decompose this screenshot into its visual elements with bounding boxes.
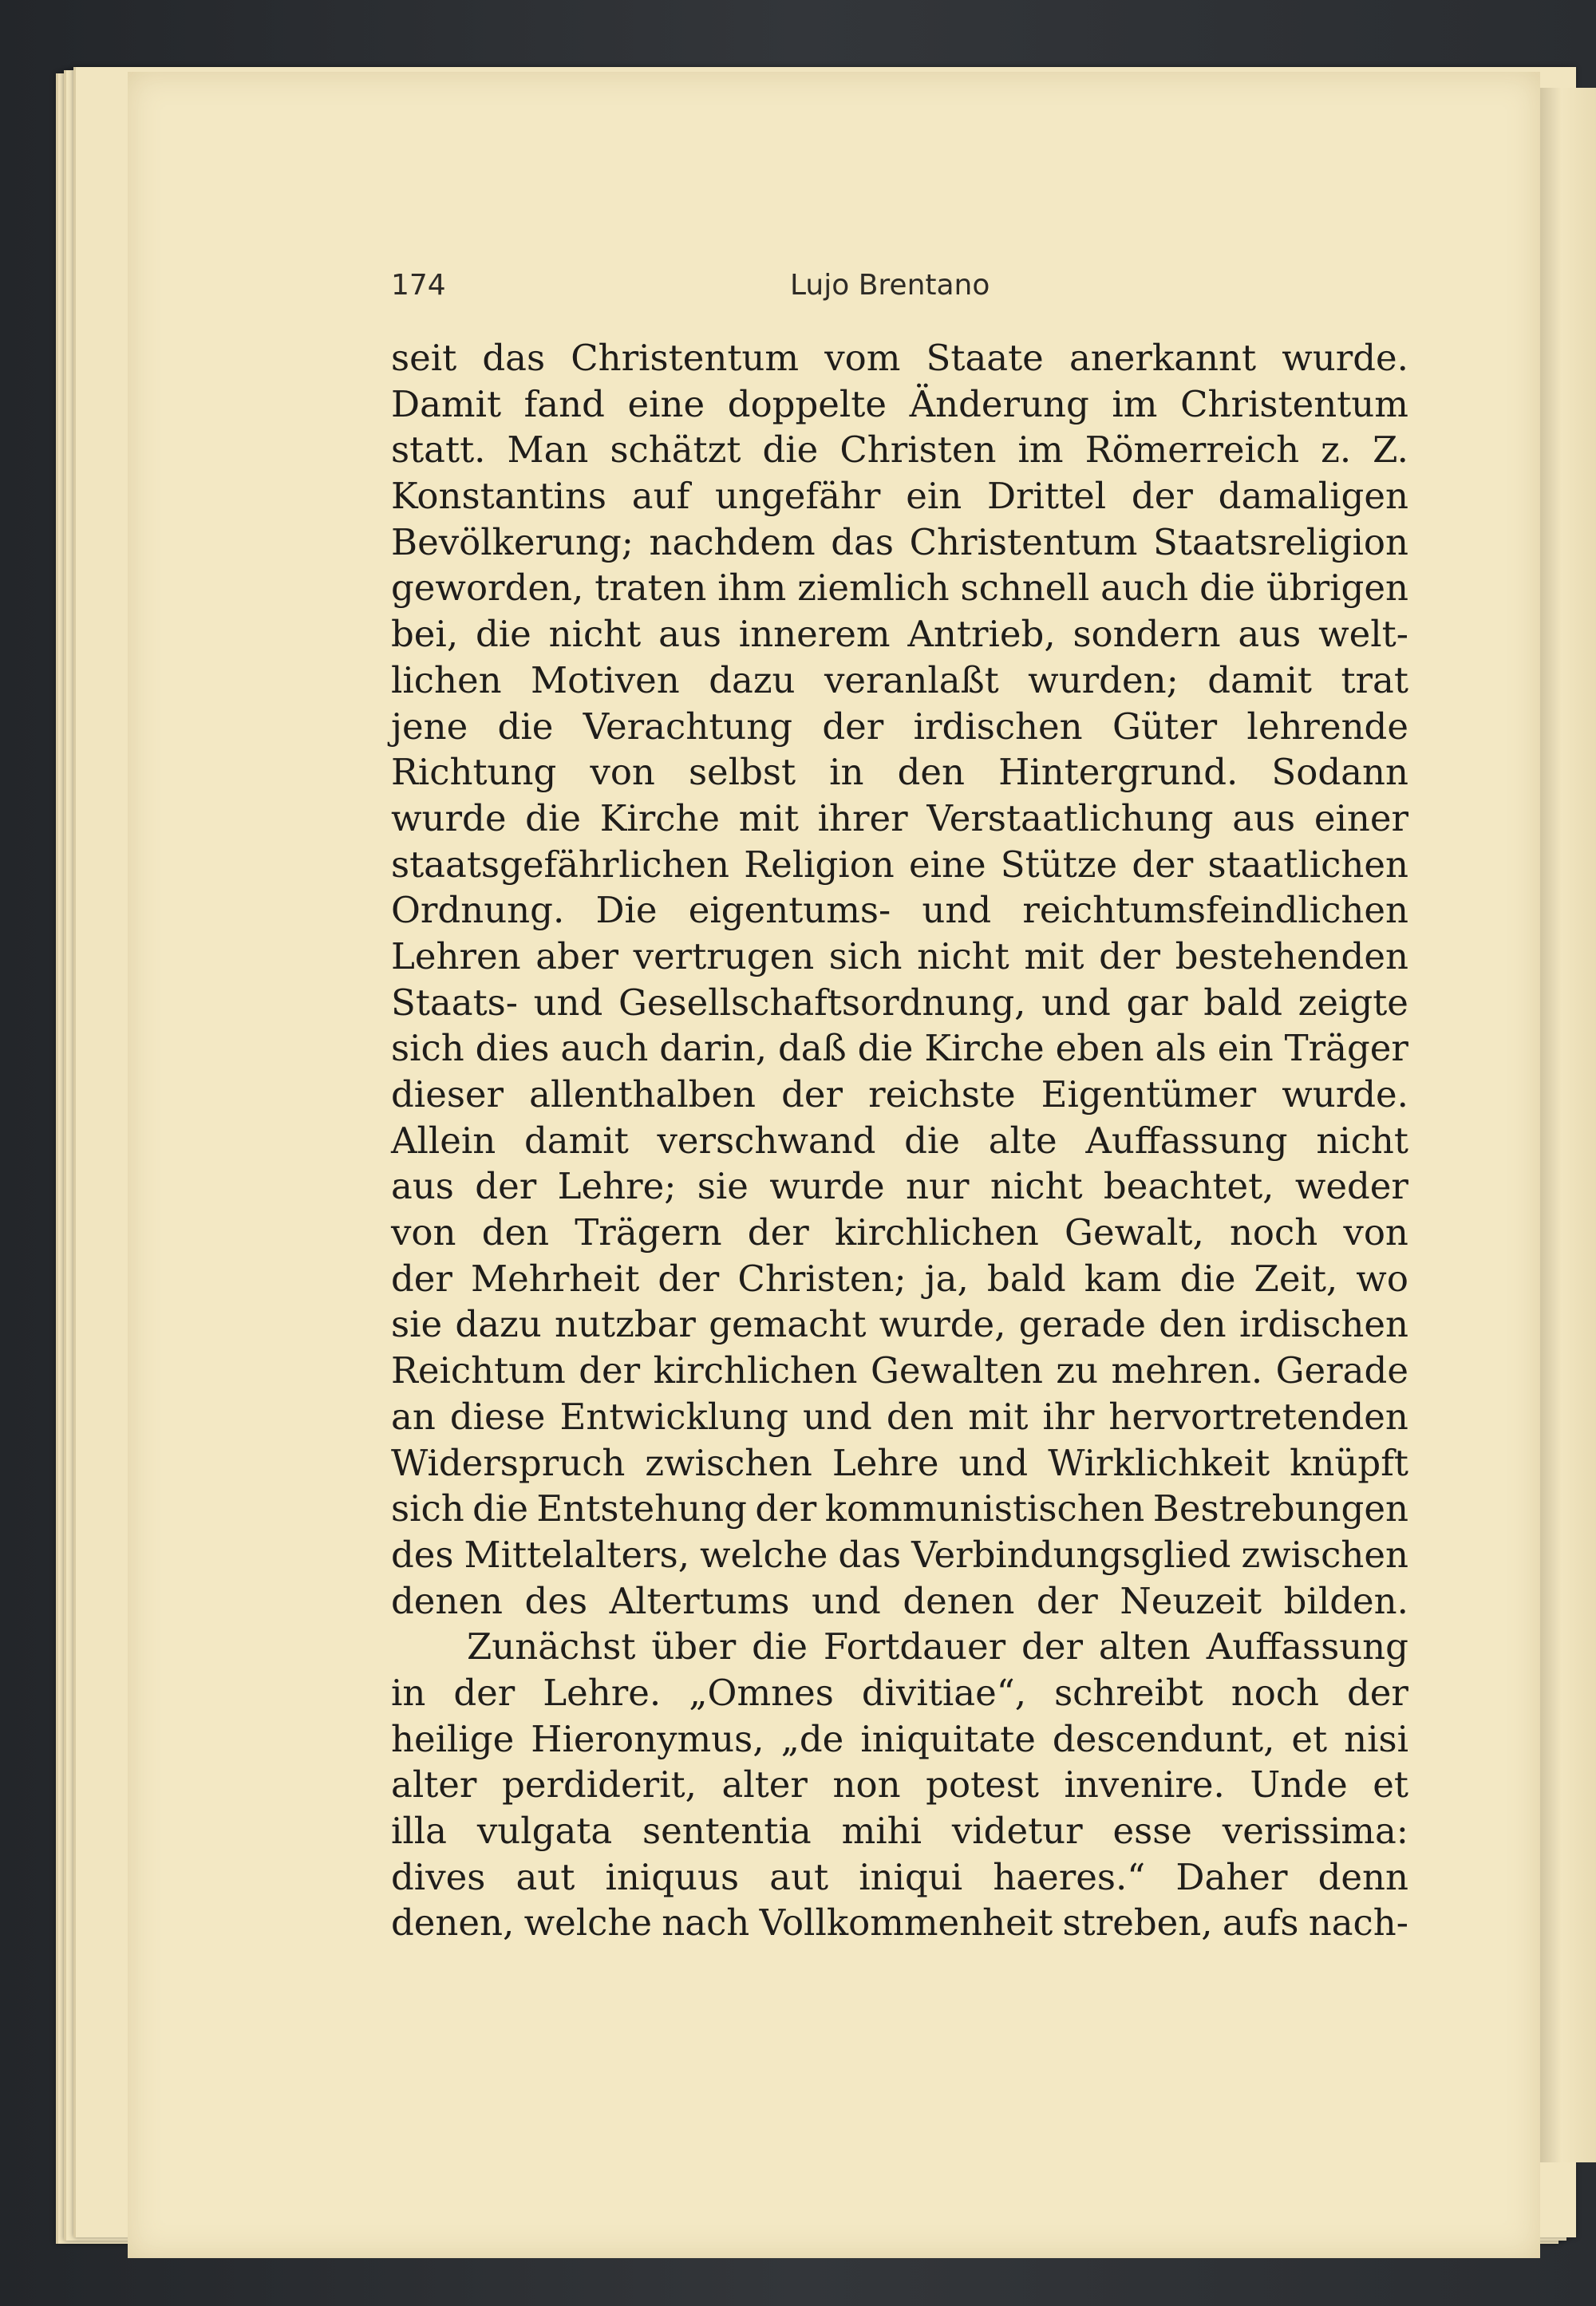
word: Daher	[1175, 1855, 1288, 1898]
word: nicht	[990, 1165, 1083, 1208]
word: geworden,	[391, 567, 584, 610]
word: Gewalten	[870, 1349, 1043, 1392]
word: schätzt	[610, 428, 741, 472]
word: traten	[595, 567, 707, 610]
word: Neuzeit	[1120, 1579, 1262, 1622]
word: die	[752, 1625, 808, 1668]
text-line	[391, 749, 1408, 796]
word: Christen	[839, 428, 997, 472]
word: eine	[908, 843, 986, 886]
word: von	[590, 751, 655, 794]
text-line	[391, 565, 1408, 611]
word: alte	[988, 1119, 1057, 1162]
word: Staatsreligion	[1153, 520, 1408, 563]
word: vertrugen	[633, 934, 815, 977]
word: nur	[906, 1165, 970, 1208]
word: der	[453, 1671, 516, 1714]
word: z.	[1321, 428, 1352, 472]
word: Allein	[391, 1119, 496, 1162]
word: videtur	[951, 1810, 1083, 1852]
word: kommunistischen	[824, 1487, 1145, 1530]
word: Altertums	[609, 1579, 790, 1622]
text-line	[391, 611, 1408, 657]
word: von	[1343, 1211, 1408, 1254]
word: Kirche	[599, 796, 721, 839]
word: Lehre.	[543, 1671, 662, 1714]
word: iniquitate	[860, 1717, 1036, 1760]
word: bilden.	[1283, 1579, 1408, 1622]
word: nach	[662, 1901, 750, 1945]
word: nachdem	[649, 520, 816, 563]
text-line	[391, 980, 1408, 1026]
text-line	[391, 1301, 1408, 1348]
word: seit	[391, 337, 457, 379]
text-line	[391, 1118, 1408, 1164]
word: aufs	[1222, 1901, 1299, 1945]
word: nicht	[917, 934, 1009, 977]
text-line	[391, 934, 1408, 980]
word: die	[857, 1027, 914, 1070]
word: dies	[475, 1027, 550, 1070]
word: nutzbar	[555, 1303, 696, 1346]
word: wurde,	[879, 1303, 1006, 1346]
word: zwischen	[645, 1441, 812, 1484]
word: die	[472, 1487, 528, 1530]
word: ungefähr	[715, 475, 881, 518]
word: verschwand	[657, 1119, 876, 1162]
word: Lehre	[832, 1441, 939, 1484]
text-line	[391, 1163, 1408, 1210]
word: ihrer	[817, 796, 908, 839]
word: anerkannt	[1069, 337, 1257, 379]
text-line	[391, 1440, 1408, 1487]
text-line	[391, 1854, 1408, 1901]
word: Drittel	[986, 475, 1107, 518]
word: aus	[1238, 613, 1302, 656]
word: allenthalben	[529, 1073, 757, 1115]
word: Kirche	[924, 1027, 1045, 1070]
word: und	[1041, 981, 1111, 1024]
word: in	[391, 1671, 426, 1714]
word: alter	[721, 1763, 808, 1806]
word: „Omnes	[689, 1671, 834, 1714]
word: ein	[906, 475, 962, 518]
word: Unde	[1250, 1763, 1348, 1806]
word: über	[651, 1625, 737, 1668]
word: den	[1159, 1303, 1227, 1346]
word: an	[391, 1395, 436, 1438]
word: lichen	[391, 658, 502, 701]
word: wo	[1356, 1257, 1408, 1300]
word: hervortretenden	[1108, 1395, 1408, 1438]
word: reichtumsfeindlichen	[1022, 889, 1408, 932]
body-text	[391, 335, 1408, 1946]
word: der	[475, 1165, 537, 1208]
word: Konstantins	[391, 475, 607, 518]
word: Hintergrund.	[998, 751, 1238, 794]
word: Sodann	[1271, 751, 1408, 794]
text-line	[391, 1394, 1408, 1440]
word: alten	[1098, 1625, 1191, 1668]
word: der	[1347, 1671, 1408, 1714]
word: Damit	[391, 382, 502, 425]
word: schreibt	[1054, 1671, 1203, 1714]
text-line	[391, 1072, 1408, 1118]
word: der	[1099, 934, 1161, 977]
word: denen	[903, 1579, 1015, 1622]
word: potest	[926, 1763, 1039, 1806]
word: Lehren	[391, 934, 521, 977]
word: aus	[1232, 796, 1296, 839]
word: Verstaatlichung	[926, 796, 1214, 839]
word: und	[958, 1441, 1029, 1484]
word: aut	[516, 1855, 575, 1898]
word: das	[482, 337, 546, 379]
text-line	[391, 1762, 1408, 1808]
word: den	[897, 751, 966, 794]
word: kam	[1084, 1257, 1162, 1300]
word: denen	[391, 1579, 504, 1622]
word: bei,	[391, 613, 459, 656]
word: die	[1179, 1257, 1236, 1300]
word: Bevölkerung;	[391, 520, 634, 563]
word: das	[831, 520, 894, 563]
word: Fortdauer	[823, 1625, 1006, 1668]
text-line	[391, 1025, 1408, 1072]
word: Verbindungsglied	[911, 1533, 1231, 1576]
word: innerem	[738, 613, 891, 656]
word: Zunächst	[467, 1625, 636, 1668]
word: streben,	[1062, 1901, 1213, 1945]
word: damit	[1207, 658, 1312, 701]
word: übrigen	[1266, 567, 1408, 610]
word: noch	[1229, 1211, 1318, 1254]
word: staatlichen	[1207, 843, 1408, 886]
word: denn	[1317, 1855, 1408, 1898]
word: die	[525, 796, 581, 839]
word: Wirklichkeit	[1048, 1441, 1270, 1484]
word: jene	[391, 705, 468, 748]
word: Lehre;	[557, 1165, 677, 1208]
word: sie	[391, 1303, 443, 1346]
word: Güter	[1112, 705, 1218, 748]
word: non	[832, 1763, 901, 1806]
word: ihm	[717, 567, 787, 610]
word: Auffassung	[1206, 1625, 1408, 1668]
word: ihr	[1042, 1395, 1095, 1438]
word: ein	[1217, 1027, 1274, 1070]
word: im	[1017, 428, 1064, 472]
word: den	[886, 1395, 954, 1438]
word: der	[391, 1257, 452, 1300]
word: des	[391, 1533, 454, 1576]
word: Ordnung.	[391, 889, 565, 932]
word: Christentum	[1180, 382, 1408, 425]
word: der	[747, 1211, 809, 1254]
word: Mittelalters,	[464, 1533, 690, 1576]
word: die	[904, 1119, 961, 1162]
word: ziemlich	[797, 567, 950, 610]
word: darin,	[659, 1027, 768, 1070]
word: Entwicklung	[559, 1395, 788, 1438]
word: schnell	[960, 567, 1090, 610]
word: mihi	[841, 1810, 922, 1852]
word: perdiderit,	[502, 1763, 697, 1806]
word: Stütze	[1000, 843, 1118, 886]
word: heilige	[391, 1717, 515, 1760]
word: Antrieb,	[907, 613, 1056, 656]
word: welche	[523, 1901, 652, 1945]
word: Römerreich	[1084, 428, 1300, 472]
word: doppelte	[727, 382, 887, 425]
word: gar	[1126, 981, 1188, 1024]
word: wurde.	[1282, 337, 1408, 379]
word: aut	[769, 1855, 829, 1898]
word: den	[481, 1211, 550, 1254]
word: dives	[391, 1855, 486, 1898]
word: Man	[507, 428, 589, 472]
word: zwischen	[1241, 1533, 1408, 1576]
word: descendunt,	[1052, 1717, 1275, 1760]
text-line	[391, 1578, 1408, 1625]
word: Staats-	[391, 981, 518, 1024]
word: irdischen	[1238, 1303, 1408, 1346]
word: Verachtung	[583, 705, 793, 748]
word: von	[391, 1211, 456, 1254]
word: Widerspruch	[391, 1441, 626, 1484]
word: Mehrheit	[471, 1257, 640, 1300]
word: mit	[738, 796, 799, 839]
word: wurden;	[1028, 658, 1179, 701]
text-line	[391, 887, 1408, 934]
word: der	[1132, 843, 1194, 886]
word: nicht	[1316, 1119, 1408, 1162]
word: irdischen	[913, 705, 1083, 748]
text-line	[391, 1624, 1408, 1670]
word: dieser	[391, 1073, 504, 1115]
text-line	[391, 796, 1408, 842]
word: die	[497, 705, 554, 748]
word: welche	[700, 1533, 828, 1576]
word: gerade	[1018, 1303, 1146, 1346]
word: Reichtum	[391, 1349, 566, 1392]
word: veranlaßt	[824, 658, 999, 701]
word: damit	[524, 1119, 629, 1162]
word: in	[829, 751, 864, 794]
word: selbst	[688, 751, 796, 794]
word: illa	[391, 1810, 448, 1852]
word: „de	[780, 1717, 844, 1760]
word: wurde.	[1282, 1073, 1408, 1115]
word: der	[579, 1349, 641, 1392]
text-line	[391, 1716, 1408, 1763]
word: denen,	[391, 1901, 515, 1945]
word: staatsgefährlichen	[391, 843, 730, 886]
word: divitiae“,	[861, 1671, 1027, 1714]
word: der	[822, 705, 884, 748]
text-line	[391, 1532, 1408, 1578]
word: die	[1199, 567, 1255, 610]
text-line	[391, 381, 1408, 428]
word: daß	[778, 1027, 847, 1070]
text-line	[391, 704, 1408, 750]
text-line	[391, 1900, 1408, 1946]
word: mit	[1024, 934, 1084, 977]
opposite-page-edge	[1539, 88, 1596, 2162]
text-line	[391, 842, 1408, 888]
word: sich	[828, 934, 903, 977]
text-line	[391, 1486, 1408, 1532]
word: noch	[1231, 1671, 1320, 1714]
word: die	[762, 428, 819, 472]
word: dazu	[455, 1303, 542, 1346]
text-line	[391, 519, 1408, 566]
word: esse	[1112, 1810, 1192, 1852]
word: die	[475, 613, 531, 656]
word: des	[524, 1579, 588, 1622]
text-line	[391, 335, 1408, 381]
word: das	[838, 1533, 902, 1576]
word: einer	[1314, 796, 1408, 839]
word: Religion	[744, 843, 895, 886]
word: der	[658, 1257, 720, 1300]
word: Hieronymus,	[531, 1717, 764, 1760]
word: weder	[1294, 1165, 1408, 1208]
word: bald	[1203, 981, 1283, 1024]
word: Richtung	[391, 751, 557, 794]
word: alter	[391, 1763, 477, 1806]
word: welt-	[1318, 613, 1408, 656]
word: sich	[391, 1027, 464, 1070]
word: sie	[697, 1165, 749, 1208]
word: lehrende	[1246, 705, 1408, 748]
text-line	[391, 1348, 1408, 1394]
word: wurde	[769, 1165, 885, 1208]
word: mehren.	[1111, 1349, 1263, 1392]
word: der	[1131, 475, 1193, 518]
word: auch	[1100, 567, 1189, 610]
word: haeres.“	[993, 1855, 1146, 1898]
word: sondern	[1073, 613, 1221, 656]
word: eben	[1055, 1027, 1144, 1070]
word: auch	[560, 1027, 649, 1070]
word: Eigentümer	[1041, 1073, 1257, 1115]
word: Christentum	[909, 520, 1138, 563]
word: zu	[1056, 1349, 1099, 1392]
word: und	[533, 981, 603, 1024]
word: sententia	[642, 1810, 812, 1852]
word: Christentum	[571, 337, 800, 379]
word: trat	[1341, 658, 1408, 701]
word: statt.	[391, 428, 486, 472]
word: et	[1291, 1717, 1328, 1760]
word: Gerade	[1275, 1349, 1408, 1392]
word: gemacht	[709, 1303, 867, 1346]
text-line	[391, 1670, 1408, 1716]
word: Gewalt,	[1065, 1211, 1204, 1254]
word: Christen;	[737, 1257, 907, 1300]
text-line	[391, 1210, 1408, 1256]
word: nisi	[1344, 1717, 1408, 1760]
word: Z.	[1373, 428, 1408, 472]
word: der	[781, 1073, 843, 1115]
word: auf	[631, 475, 690, 518]
word: Zeit,	[1254, 1257, 1338, 1300]
word: fand	[523, 382, 605, 425]
word: reichste	[868, 1073, 1016, 1115]
text-line	[391, 427, 1408, 473]
word: eigentums-	[688, 889, 891, 932]
word: wurde	[391, 796, 507, 839]
word: dazu	[709, 658, 796, 701]
word: aber	[535, 934, 619, 977]
text-line	[391, 1256, 1408, 1302]
page-number: 174	[391, 269, 446, 302]
word: Auffassung	[1085, 1119, 1288, 1162]
word: iniqui	[859, 1855, 963, 1898]
word: Vollkommenheit	[759, 1901, 1053, 1945]
word: eine	[627, 382, 705, 425]
word: nicht	[548, 613, 642, 656]
word: ja,	[924, 1257, 969, 1300]
word: sich	[391, 1487, 464, 1530]
word: Trägern	[575, 1211, 722, 1254]
word: kirchlichen	[653, 1349, 858, 1392]
word: beachtet,	[1103, 1165, 1274, 1208]
word: zeigte	[1298, 981, 1408, 1024]
text-line	[391, 473, 1408, 519]
word: knüpft	[1290, 1441, 1408, 1484]
word: nach-	[1308, 1901, 1408, 1945]
word: bestehenden	[1175, 934, 1408, 977]
word: und	[922, 889, 992, 932]
page-header	[391, 269, 1408, 309]
word: Die	[595, 889, 658, 932]
word: Gesellschaftsordnung,	[618, 981, 1026, 1024]
word: und	[812, 1579, 881, 1622]
word: aus	[658, 613, 721, 656]
word: der	[1021, 1625, 1083, 1668]
word: invenire.	[1064, 1763, 1225, 1806]
word: iniquus	[605, 1855, 740, 1898]
word: verissima:	[1222, 1810, 1408, 1852]
word: vulgata	[476, 1810, 613, 1852]
word: diese	[449, 1395, 546, 1438]
word: damaligen	[1218, 475, 1408, 518]
word: vom	[824, 337, 901, 379]
word: et	[1373, 1763, 1408, 1806]
running-head: Lujo Brentano	[790, 269, 990, 302]
word: mit	[968, 1395, 1029, 1438]
word: als	[1155, 1027, 1207, 1070]
word: Entstehung	[536, 1487, 747, 1530]
word: bald	[986, 1257, 1066, 1300]
word: aus	[391, 1165, 454, 1208]
word: Änderung	[909, 382, 1089, 425]
word: Staate	[926, 337, 1044, 379]
word: Träger	[1284, 1027, 1408, 1070]
text-line	[391, 657, 1408, 704]
word: und	[802, 1395, 872, 1438]
word: Motiven	[531, 658, 680, 701]
text-line	[391, 1808, 1408, 1854]
word: der	[1036, 1579, 1098, 1622]
word: im	[1112, 382, 1158, 425]
word: Bestrebungen	[1152, 1487, 1408, 1530]
word: kirchlichen	[834, 1211, 1039, 1254]
word: der	[755, 1487, 817, 1530]
